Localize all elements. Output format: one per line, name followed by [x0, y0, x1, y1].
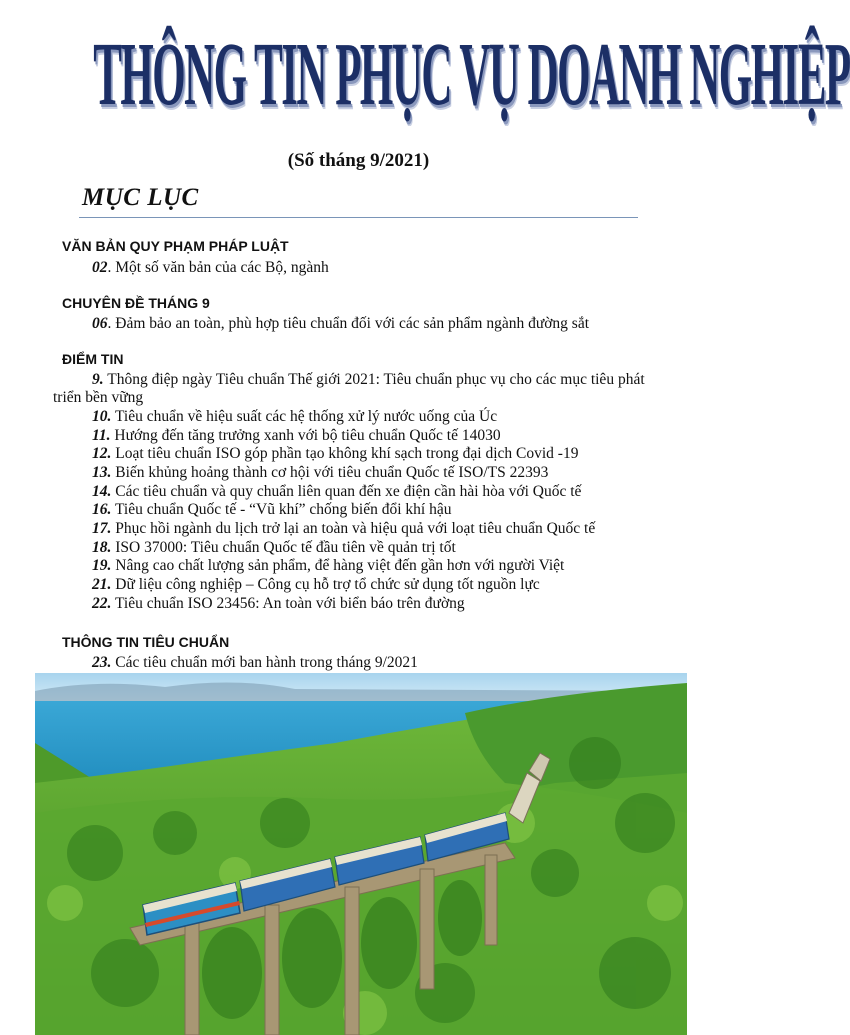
toc-entry[interactable] [92, 519, 595, 538]
section-heading-legal-docs: VĂN BẢN QUY PHẠM PHÁP LUẬT [62, 238, 289, 254]
toc-divider [79, 217, 638, 218]
section-heading-monthly-topic: CHUYÊN ĐỀ THÁNG 9 [62, 295, 210, 311]
cover-photo-train-bridge [35, 673, 687, 1035]
toc-entry[interactable] [92, 314, 589, 333]
page-number: 13. [92, 464, 112, 481]
page-number: 23. [92, 654, 112, 671]
toc-entry[interactable] [92, 556, 564, 575]
entry-text: Thông điệp ngày Tiêu chuẩn Thế giới 2021: Tiêu chuẩn phục vụ cho các mục tiêu phát [103, 371, 645, 388]
entry-text: Loạt tiêu chuẩn ISO góp phần tạo không khí sạch trong đại dịch Covid -19 [111, 445, 579, 462]
page-number: 12. [92, 445, 112, 462]
page-number: 18. [92, 539, 112, 556]
entry-text: . Đảm bảo an toàn, phù hợp tiêu chuẩn đối với các sản phẩm ngành đường sắt [107, 315, 590, 332]
page-number: 22. [92, 595, 112, 612]
page-number: 10. [92, 408, 112, 425]
toc-entry[interactable] [92, 444, 578, 463]
toc-entry[interactable] [92, 407, 497, 426]
entry-text: Các tiêu chuẩn và quy chuẩn liên quan đến xe điện cần hài hòa với Quốc tế [111, 483, 582, 500]
toc-entry[interactable] [92, 653, 418, 672]
page-number: 11. [92, 427, 111, 444]
page-number: 02 [92, 259, 108, 276]
toc-entry[interactable] [92, 370, 645, 389]
toc-entry[interactable] [92, 426, 501, 445]
toc-entry[interactable] [92, 594, 465, 613]
toc-entry[interactable] [92, 538, 456, 557]
entry-text: Phục hồi ngành du lịch trở lại an toàn và hiệu quả với loạt tiêu chuẩn Quốc tế [111, 520, 596, 537]
entry-text: Tiêu chuẩn ISO 23456: An toàn với biển báo trên đường [111, 595, 465, 612]
issue-label: (Số tháng 9/2021) [287, 150, 430, 171]
toc-entry[interactable] [92, 500, 451, 519]
masthead-title: THÔNG TIN PHỤC VỤ DOANH NGHIỆP [93, 23, 850, 125]
toc-entry-continuation: triển bền vững [53, 389, 144, 406]
page-number: 16. [92, 501, 112, 518]
toc-entry[interactable] [92, 463, 548, 482]
entry-text: Tiêu chuẩn Quốc tế - “Vũ khí” chống biến đổi khí hậu [111, 501, 452, 518]
section-heading-news: ĐIỂM TIN [62, 351, 124, 367]
toc-entry[interactable] [92, 258, 329, 277]
toc-entry[interactable] [92, 482, 581, 501]
page-number: 9. [92, 371, 104, 388]
page-number: 06 [92, 315, 108, 332]
entry-text: . Một số văn bản của các Bộ, ngành [107, 259, 329, 276]
entry-text: Hướng đến tăng trưởng xanh với bộ tiêu chuẩn Quốc tế 14030 [110, 427, 501, 444]
page-number: 17. [92, 520, 112, 537]
page-number: 14. [92, 483, 112, 500]
toc-title: MỤC LỤC [82, 184, 199, 211]
entry-text: ISO 37000: Tiêu chuẩn Quốc tế đầu tiên về quản trị tốt [111, 539, 456, 556]
entry-text: Tiêu chuẩn về hiệu suất các hệ thống xử lý nước uống của Úc [111, 408, 498, 425]
toc-entry[interactable] [92, 575, 540, 594]
entry-text: Biến khủng hoảng thành cơ hội với tiêu chuẩn Quốc tế ISO/TS 22393 [111, 464, 549, 481]
section-heading-standards-info: THÔNG TIN TIÊU CHUẨN [62, 634, 230, 650]
entry-text: Nâng cao chất lượng sản phẩm, để hàng việt đến gần hơn với người Việt [111, 557, 565, 574]
entry-text: Các tiêu chuẩn mới ban hành trong tháng 9/2021 [111, 654, 418, 671]
page-number: 21. [92, 576, 112, 593]
page-number: 19. [92, 557, 112, 574]
entry-text: Dữ liệu công nghiệp – Công cụ hỗ trợ tổ chức sử dụng tốt nguồn lực [111, 576, 540, 593]
